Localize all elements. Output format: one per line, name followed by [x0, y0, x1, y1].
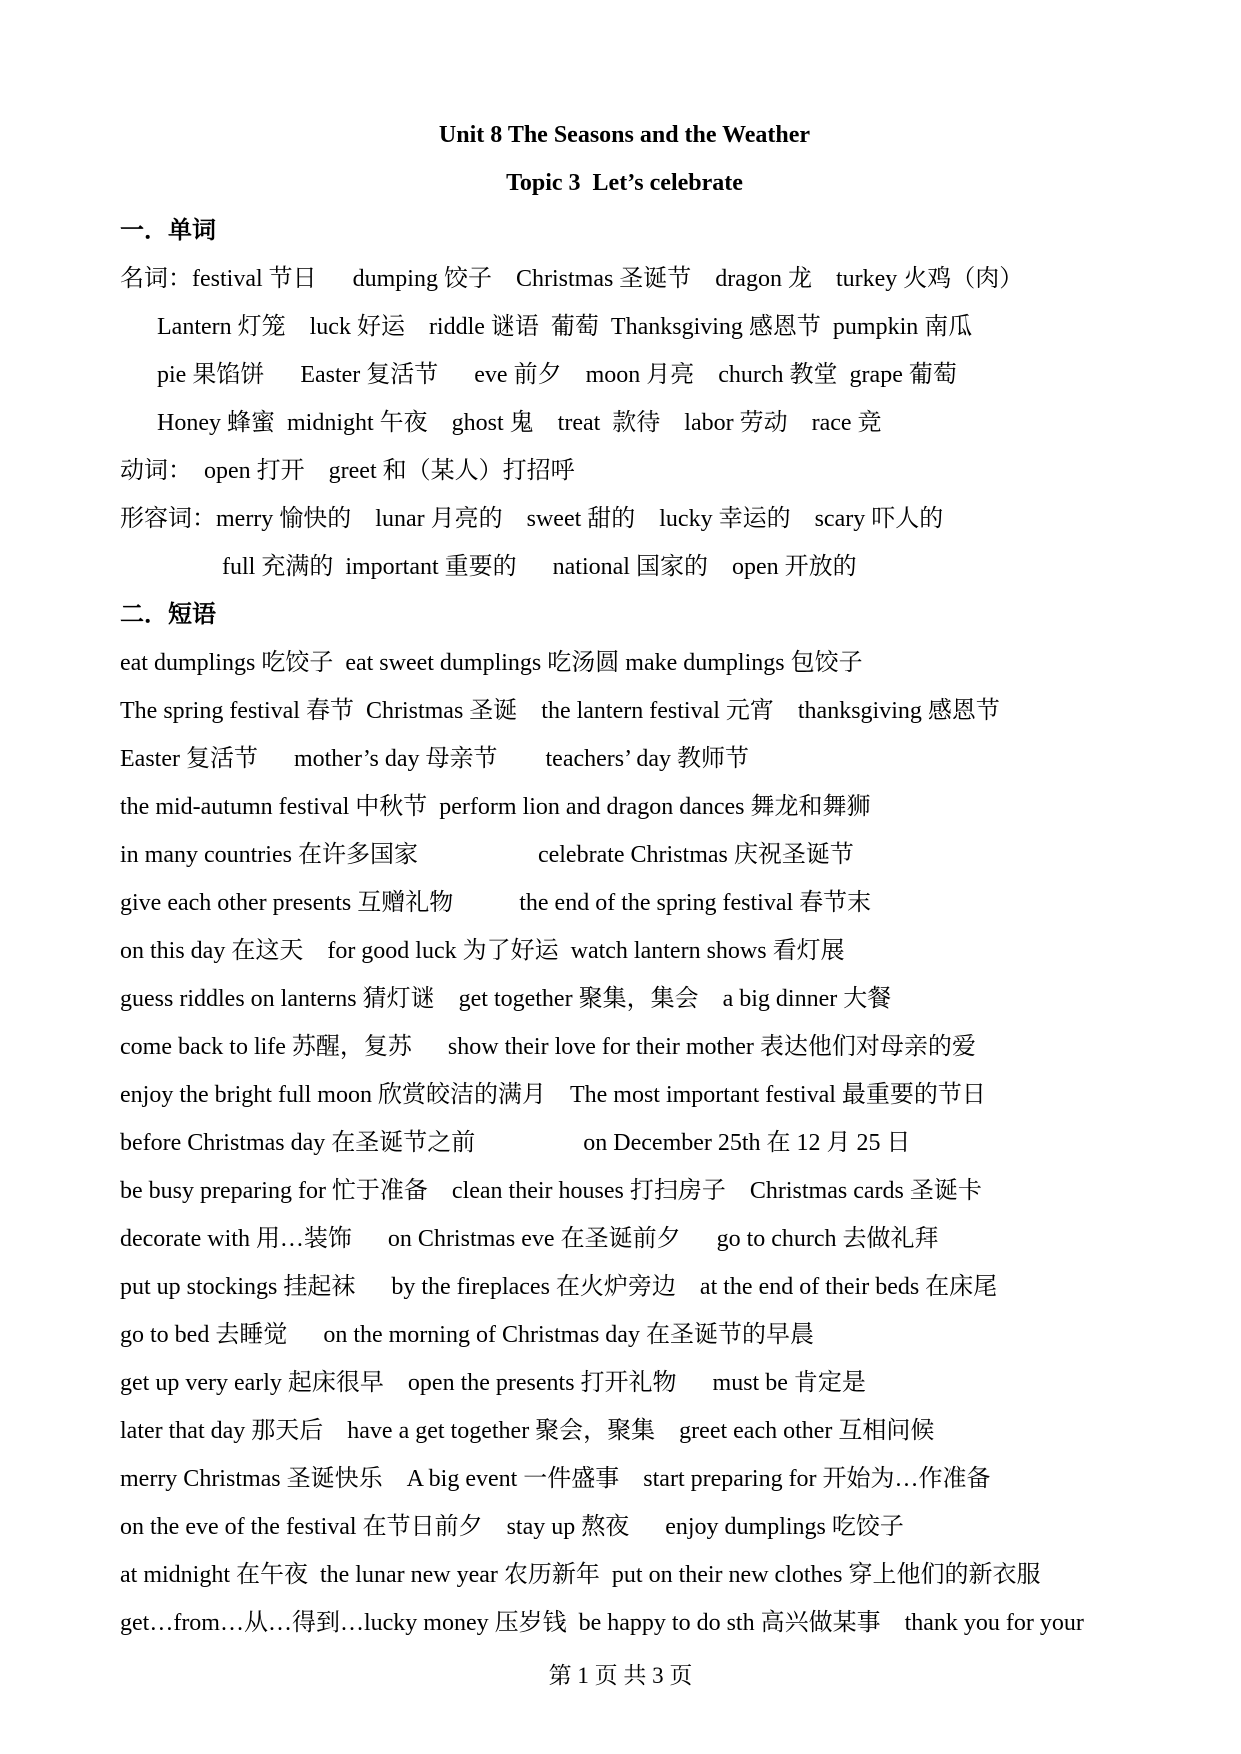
phrase-line: decorate with 用…装饰 on Christmas eve 在圣诞前夕 go to church 去做礼拜	[120, 1226, 939, 1252]
phrase-line: before Christmas day 在圣诞节之前 on December 25th 在 12 月 25 日	[120, 1130, 911, 1156]
phrase-line: put up stockings 挂起袜 by the fireplaces 在火炉旁边 at the end of their beds 在床尾	[120, 1274, 998, 1300]
section-heading-vocabulary: 一．单词	[120, 218, 216, 244]
vocab-line: Honey 蜂蜜 midnight 午夜 ghost 鬼 treat 款待 labor 劳动 race 竞	[157, 410, 882, 436]
phrase-line: on the eve of the festival 在节日前夕 stay up 熬夜 enjoy dumplings 吃饺子	[120, 1514, 904, 1540]
vocab-line: Lantern 灯笼 luck 好运 riddle 谜语 葡萄 Thanksgiving 感恩节 pumpkin 南瓜	[157, 314, 973, 340]
phrase-line: enjoy the bright full moon 欣赏皎洁的满月 The most important festival 最重要的节日	[120, 1082, 986, 1108]
section-heading-phrases: 二．短语	[120, 602, 216, 628]
phrase-line: in many countries 在许多国家 celebrate Christmas 庆祝圣诞节	[120, 842, 854, 868]
phrase-line: later that day 那天后 have a get together 聚会，聚集 greet each other 互相问候	[120, 1418, 935, 1444]
phrase-line: The spring festival 春节 Christmas 圣诞 the lantern festival 元宵 thanksgiving 感恩节	[120, 698, 1000, 724]
phrase-line: at midnight 在午夜 the lunar new year 农历新年 put on their new clothes 穿上他们的新衣服	[120, 1562, 1041, 1588]
phrase-line: come back to life 苏醒，复苏 show their love for their mother 表达他们对母亲的爱	[120, 1034, 976, 1060]
phrase-line: eat dumplings 吃饺子 eat sweet dumplings 吃汤圆 make dumplings 包饺子	[120, 650, 863, 676]
page-footer: 第 1 页 共 3 页	[548, 1663, 693, 1688]
phrase-line: guess riddles on lanterns 猜灯谜 get together 聚集，集会 a big dinner 大餐	[120, 986, 892, 1012]
phrase-line: be busy preparing for 忙于准备 clean their houses 打扫房子 Christmas cards 圣诞卡	[120, 1178, 982, 1204]
phrase-line: the mid-autumn festival 中秋节 perform lion and dragon dances 舞龙和舞狮	[120, 794, 871, 820]
vocab-line: pie 果馅饼 Easter 复活节 eve 前夕 moon 月亮 church 教堂 grape 葡萄	[157, 362, 957, 388]
phrase-line: get up very early 起床很早 open the presents 打开礼物 must be 肯定是	[120, 1370, 866, 1396]
vocab-line-verbs: 动词： open 打开 greet 和（某人）打招呼	[120, 458, 575, 484]
phrase-line: merry Christmas 圣诞快乐 A big event 一件盛事 start preparing for 开始为…作准备	[120, 1466, 991, 1492]
phrase-line: on this day 在这天 for good luck 为了好运 watch lantern shows 看灯展	[120, 938, 845, 964]
document-body	[0, 111, 1241, 1647]
phrase-line: get…from…从…得到…lucky money 压岁钱 be happy to do sth 高兴做某事 thank you for your	[120, 1610, 1084, 1636]
doc-title: Unit 8 The Seasons and the Weather	[438, 122, 811, 148]
phrase-line: give each other presents 互赠礼物 the end of the spring festival 春节末	[120, 890, 872, 916]
phrase-line: go to bed 去睡觉 on the morning of Christmas day 在圣诞节的早晨	[120, 1322, 814, 1348]
doc-subtitle: Topic 3 Let’s celebrate	[506, 170, 743, 196]
vocab-line: full 充满的 important 重要的 national 国家的 open 开放的	[222, 554, 857, 580]
phrase-line: Easter 复活节 mother’s day 母亲节 teachers’ day 教师节	[120, 746, 749, 772]
vocab-line-adjectives: 形容词：merry 愉快的 lunar 月亮的 sweet 甜的 lucky 幸运的 scary 吓人的	[120, 506, 944, 532]
vocab-line-nouns: 名词：festival 节日 dumping 饺子 Christmas 圣诞节 dragon 龙 turkey 火鸡（肉）	[120, 266, 1024, 292]
